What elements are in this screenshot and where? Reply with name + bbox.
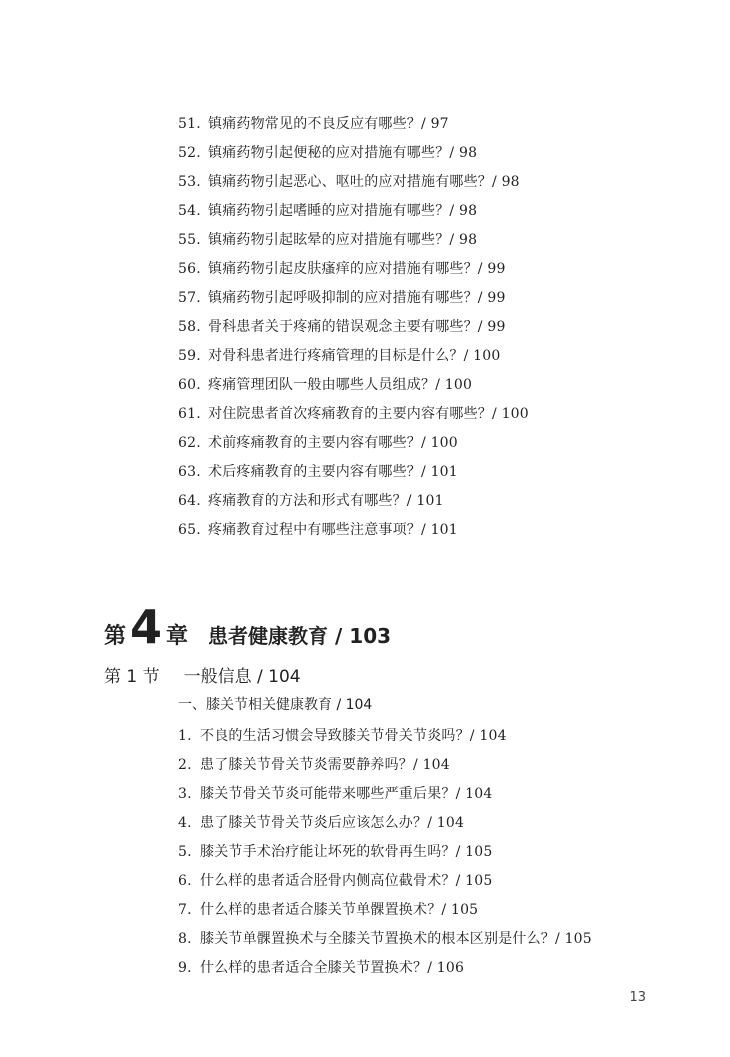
toc-entry[interactable]: 53. 镇痛药物引起恶心、呕吐的应对措施有哪些？/ 98 <box>178 174 520 190</box>
toc-entry[interactable]: 5. 膝关节手术治疗能让坏死的软骨再生吗？/ 105 <box>178 844 493 860</box>
toc-entry[interactable]: 63. 术后疼痛教育的主要内容有哪些？/ 101 <box>178 464 458 480</box>
toc-entry[interactable]: 1. 不良的生活习惯会导致膝关节骨关节炎吗？/ 104 <box>178 728 507 744</box>
toc-entry[interactable]: 8. 膝关节单髁置换术与全膝关节置换术的根本区别是什么？/ 105 <box>178 931 592 947</box>
toc-entry[interactable]: 55. 镇痛药物引起眩晕的应对措施有哪些？/ 98 <box>178 232 478 248</box>
toc-entry[interactable]: 65. 疼痛教育过程中有哪些注意事项？/ 101 <box>178 522 458 538</box>
section-label: 第 1 节 <box>104 667 160 687</box>
toc-entry[interactable]: 61. 对住院患者首次疼痛教育的主要内容有哪些？/ 100 <box>178 406 529 422</box>
toc-list-continued <box>178 110 529 545</box>
toc-entry[interactable]: 52. 镇痛药物引起便秘的应对措施有哪些？/ 98 <box>178 145 478 161</box>
toc-entry[interactable]: 6. 什么样的患者适合胫骨内侧高位截骨术？/ 105 <box>178 873 493 889</box>
chapter-title: 患者健康教育 / 103 <box>208 624 392 648</box>
chapter-heading[interactable] <box>104 600 392 654</box>
toc-entry[interactable]: 57. 镇痛药物引起呼吸抑制的应对措施有哪些？/ 99 <box>178 290 506 306</box>
toc-entry[interactable]: 7. 什么样的患者适合膝关节单髁置换术？/ 105 <box>178 902 479 918</box>
toc-entry[interactable]: 56. 镇痛药物引起皮肤瘙痒的应对措施有哪些？/ 99 <box>178 261 506 277</box>
subsection-title: 一、膝关节相关健康教育 / 104 <box>178 697 373 713</box>
toc-list-chapter-4 <box>178 722 592 983</box>
toc-entry[interactable]: 62. 术前疼痛教育的主要内容有哪些？/ 100 <box>178 435 458 451</box>
toc-entry[interactable]: 51. 镇痛药物常见的不良反应有哪些？/ 97 <box>178 116 449 132</box>
section-title: 一般信息 / 104 <box>183 667 301 687</box>
subsection-heading[interactable] <box>178 694 372 714</box>
chapter-prefix: 第 <box>104 624 127 649</box>
page-number: 13 <box>629 990 646 1005</box>
toc-entry[interactable]: 54. 镇痛药物引起嗜睡的应对措施有哪些？/ 98 <box>178 203 478 219</box>
toc-entry[interactable]: 59. 对骨科患者进行疼痛管理的目标是什么？/ 100 <box>178 348 501 364</box>
toc-entry[interactable]: 3. 膝关节骨关节炎可能带来哪些严重后果？/ 104 <box>178 786 493 802</box>
section-heading[interactable] <box>104 662 301 687</box>
toc-entry[interactable]: 60. 疼痛管理团队一般由哪些人员组成？/ 100 <box>178 377 473 393</box>
toc-entry[interactable]: 58. 骨科患者关于疼痛的错误观念主要有哪些？/ 99 <box>178 319 506 335</box>
toc-entry[interactable]: 2. 患了膝关节骨关节炎需要静养吗？/ 104 <box>178 757 450 773</box>
toc-entry[interactable]: 64. 疼痛教育的方法和形式有哪些？/ 101 <box>178 493 444 509</box>
chapter-suffix: 章 <box>166 624 189 649</box>
toc-entry[interactable]: 9. 什么样的患者适合全膝关节置换术？/ 106 <box>178 960 465 976</box>
toc-entry[interactable]: 4. 患了膝关节骨关节炎后应该怎么办？/ 104 <box>178 815 465 831</box>
chapter-number: 4 <box>130 600 163 654</box>
